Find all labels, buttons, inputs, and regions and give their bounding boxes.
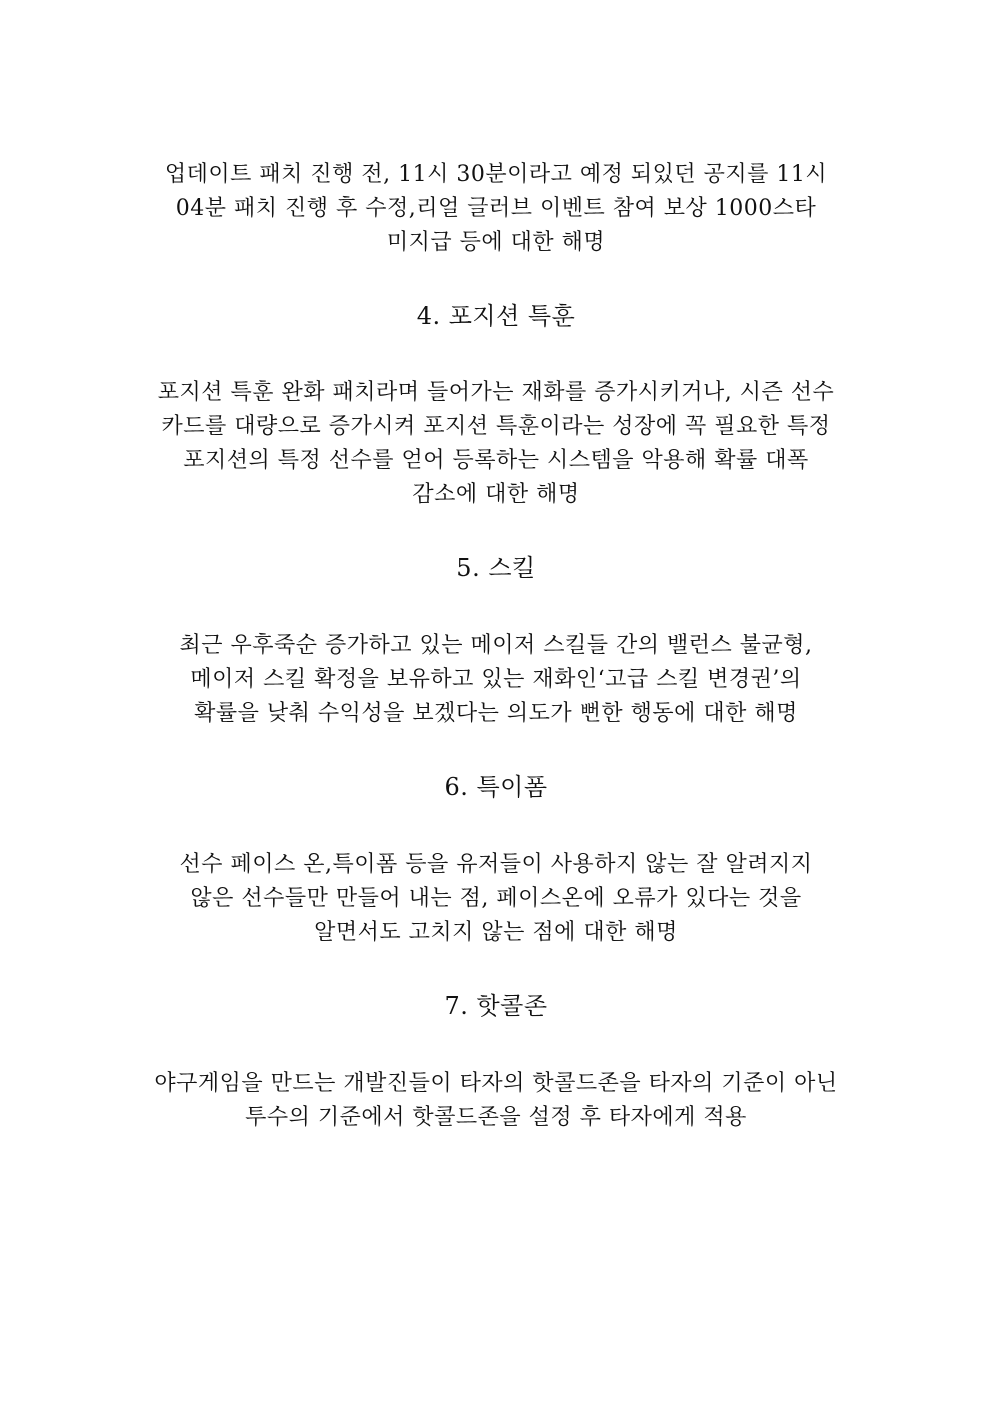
section-paragraph-5	[0, 629, 992, 731]
paragraph-line: 선수 페이스 온,특이폼 등을 유저들이 사용하지 않는 잘 알려지지	[179, 852, 813, 877]
intro-line: 업데이트 패치 진행 전, 11시 30분이라고 예정 되있던 공지를 11시	[164, 162, 828, 187]
paragraph-line: 감소에 대한 해명	[412, 482, 580, 507]
section-heading-7	[0, 989, 992, 1023]
section-paragraph-7	[0, 1067, 992, 1135]
intro-paragraph	[0, 158, 992, 260]
section-heading: 4. 포지션 특훈	[416, 302, 576, 330]
paragraph-line: 포지션 특훈 완화 패치라며 들어가는 재화를 증가시키거나, 시즌 선수	[157, 380, 835, 405]
section-paragraph-6	[0, 848, 992, 950]
paragraph-line: 야구게임을 만드는 개발진들이 타자의 핫콜드존을 타자의 기준이 아닌	[154, 1071, 838, 1096]
section-heading-6	[0, 770, 992, 804]
paragraph-line: 포지션의 특정 선수를 얻어 등록하는 시스템을 악용해 확률 대폭	[183, 448, 809, 473]
paragraph-line: 카드를 대량으로 증가시켜 포지션 특훈이라는 성장에 꼭 필요한 특정	[161, 414, 831, 439]
section-heading-5	[0, 551, 992, 585]
paragraph-line: 메이저 스킬 확정을 보유하고 있는 재화인‘고급 스킬 변경권’의	[190, 667, 802, 692]
section-heading: 6. 특이폼	[444, 773, 548, 801]
intro-line: 미지급 등에 대한 해명	[386, 230, 606, 255]
paragraph-line: 최근 우후죽순 증가하고 있는 메이저 스킬들 간의 밸런스 불균형,	[179, 633, 813, 658]
paragraph-line: 알면서도 고치지 않는 점에 대한 해명	[314, 920, 678, 945]
section-heading-4	[0, 299, 992, 333]
paragraph-line: 투수의 기준에서 핫콜드존을 설정 후 타자에게 적용	[245, 1105, 747, 1130]
intro-line: 04분 패치 진행 후 수정,리얼 글러브 이벤트 참여 보상 1000스타	[175, 196, 817, 221]
section-heading: 7. 핫콜존	[444, 992, 548, 1020]
section-paragraph-4	[0, 376, 992, 512]
paragraph-line: 않은 선수들만 만들어 내는 점, 페이스온에 오류가 있다는 것을	[190, 886, 802, 911]
paragraph-line: 확률을 낮춰 수익성을 보겠다는 의도가 뻔한 행동에 대한 해명	[194, 701, 798, 726]
section-heading: 5. 스킬	[456, 554, 536, 582]
